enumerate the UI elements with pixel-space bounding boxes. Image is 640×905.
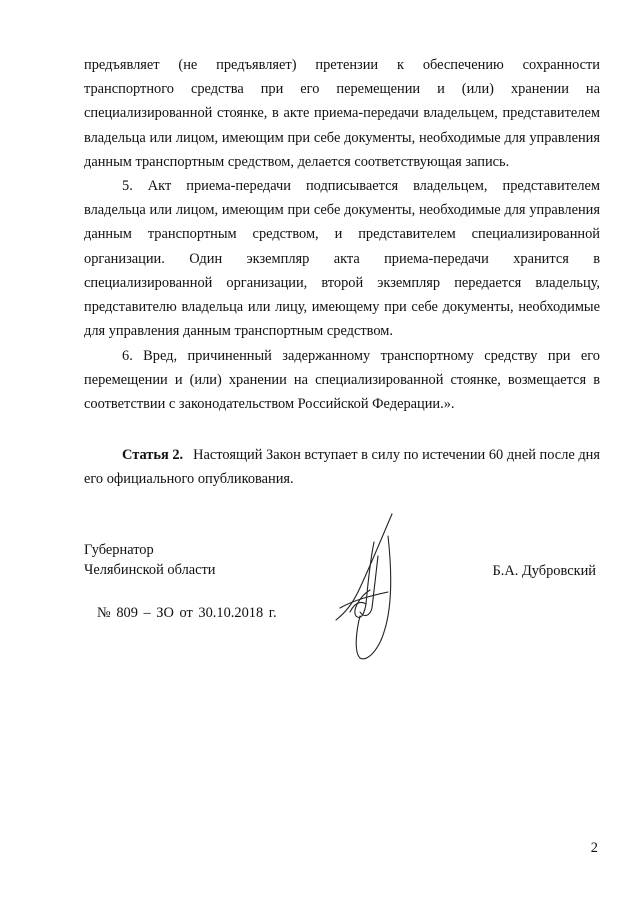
article-2 xyxy=(84,443,600,491)
law-number: № 809 – ЗО от 30.10.2018 г. xyxy=(97,605,277,621)
paragraph-continuation xyxy=(84,53,600,174)
paragraph-text: предъявляет (не предъявляет) претензии к обеспечению сохранности транспортного средства при его перемещении и (или) хранении на специализированной стоянке, в акте приема-передачи владельцем, представителем владельца или лицом, имеющим при себе документы, необходимые для управления данным транспортным средством, делается соответствующая запись. xyxy=(84,57,600,170)
governor-title-line-1: Губернатор xyxy=(84,542,154,558)
article-text: Настоящий Закон вступает в силу по истечении 60 дней после дня его официального опубликования. xyxy=(84,447,601,488)
paragraph-item-6 xyxy=(84,344,600,417)
article-2-paragraph xyxy=(84,443,600,491)
article-label: Статья 2. xyxy=(122,447,184,463)
signature-image xyxy=(330,512,410,672)
page-number: 2 xyxy=(590,840,598,856)
governor-title-line-2: Челябинской области xyxy=(84,562,216,578)
paragraph-item-5 xyxy=(84,174,600,343)
paragraph-text: 6. Вред, причиненный задержанному транспортному средству при его перемещении и (или) хранении на специализированной стоянке, возмещается в соответствии с законодательством Российской Федерации.». xyxy=(84,348,600,413)
paragraph-text: 5. Акт приема-передачи подписывается владельцем, представителем владельца или лицом, имеющим при себе документы, необходимые для управления данным транспортным средством, и представителем специализированной организации. Один экземпляр акта приема-передачи хранится в специализированной организации, второй экземпляр передается владельцу, представителю владельца или лицу, имеющему при себе документы, необходимые для управления данным транспортным средством. xyxy=(84,178,600,340)
governor-title xyxy=(84,540,216,580)
governor-name: Б.А. Дубровский xyxy=(492,563,596,579)
